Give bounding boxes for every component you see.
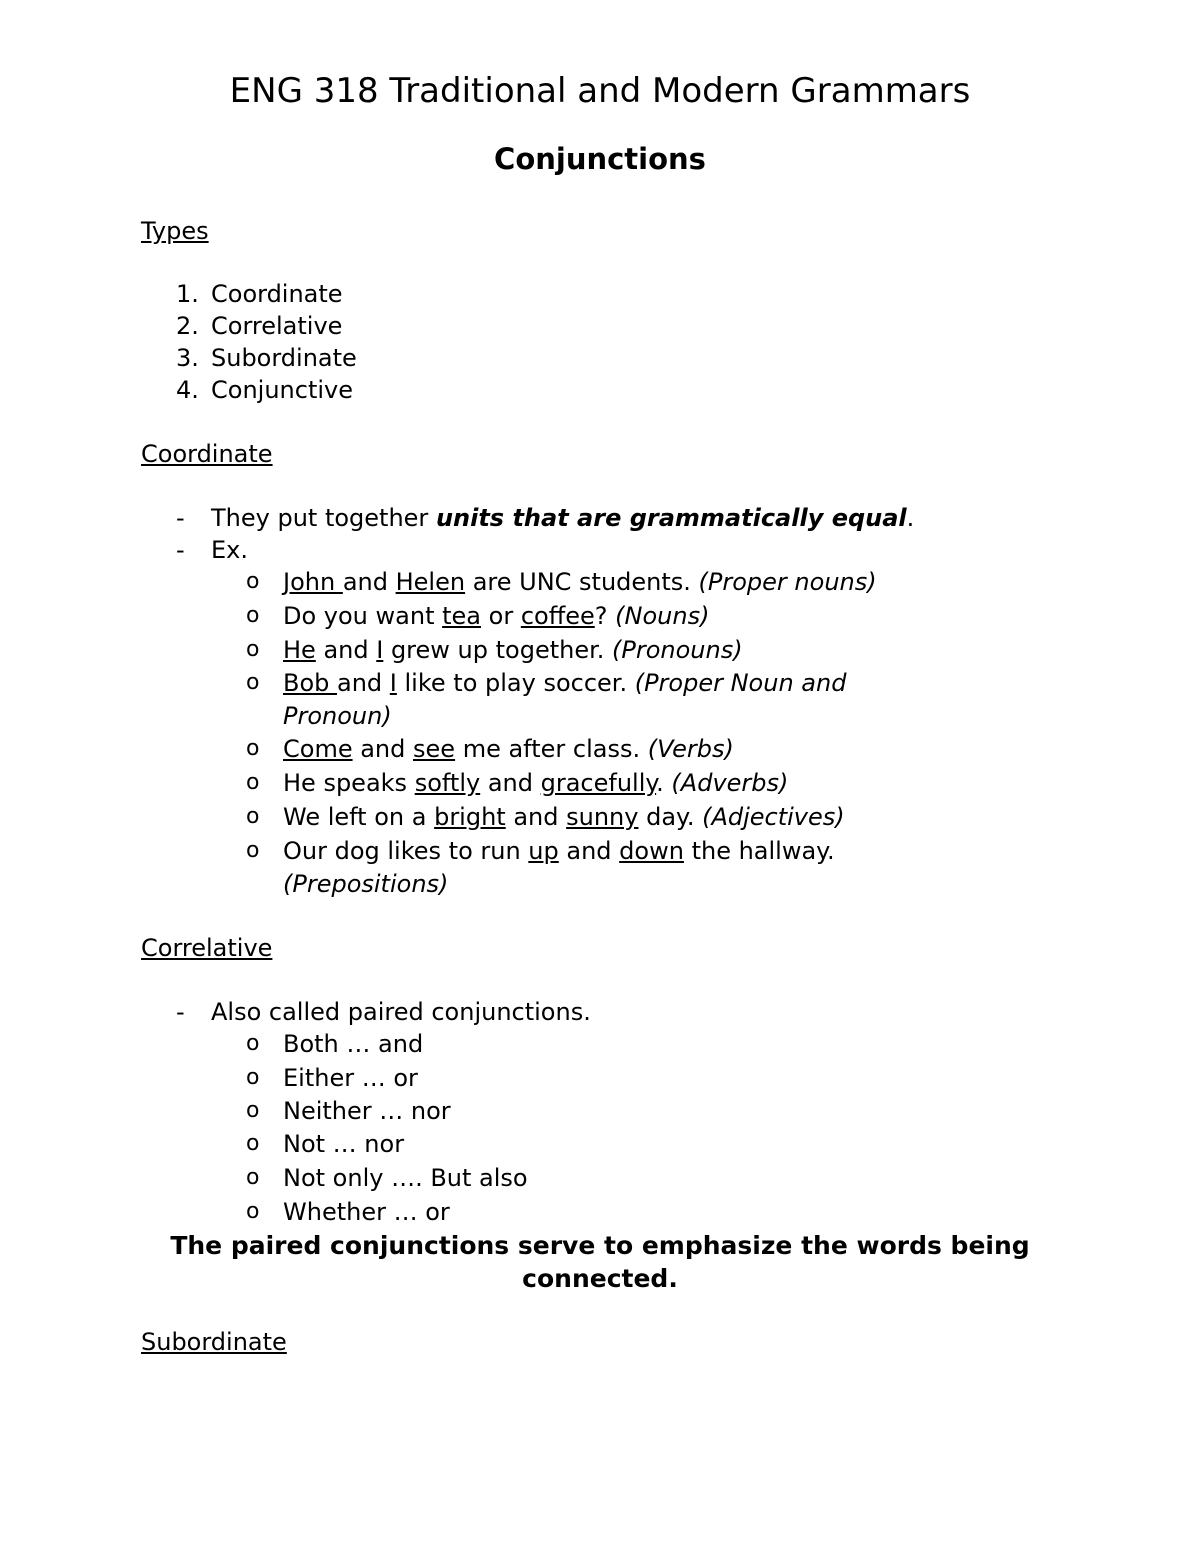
example-label: (Prepositions) [283, 870, 449, 898]
example-label: (Nouns) [615, 602, 710, 630]
conjoined-word: I [389, 669, 397, 697]
text-run: like to play soccer. [396, 669, 635, 697]
circle-marker: o [246, 1165, 260, 1190]
conjoined-word: He [283, 636, 316, 664]
circle-marker: o [246, 1065, 260, 1090]
circle-marker: o [246, 736, 260, 761]
text-run: . [656, 769, 672, 797]
example-label: (Proper nouns) [698, 568, 877, 596]
pair-text: Both … and [283, 1030, 424, 1058]
correlative-heading: Correlative [141, 934, 273, 962]
text-run: and [558, 837, 620, 865]
text-run: and [315, 636, 377, 664]
circle-marker: o [246, 1199, 260, 1224]
example-text [283, 836, 835, 866]
text-run: grew up together. [383, 636, 613, 664]
conjoined-word: Helen [395, 568, 466, 596]
pair-text: Not only …. But also [283, 1164, 528, 1192]
circle-marker: o [246, 804, 260, 829]
dash-marker: - [176, 998, 185, 1026]
circle-marker: o [246, 670, 260, 695]
dash-marker: - [176, 504, 185, 532]
list-item-text: Conjunctive [211, 376, 353, 404]
text-run: the hallway. [683, 837, 835, 865]
emphasis-note: The paired conjunctions serve to emphasize the words being connected. [170, 1231, 1030, 1293]
conjoined-word: softly [414, 769, 481, 797]
pair-text: Not … nor [283, 1130, 405, 1158]
conjoined-word: I [376, 636, 384, 664]
circle-marker: o [246, 1098, 260, 1123]
list-item-text: Subordinate [211, 344, 357, 372]
subordinate-heading: Subordinate [141, 1328, 287, 1356]
pair-text: Either … or [283, 1064, 418, 1092]
example-label: (Adverbs) [671, 769, 789, 797]
circle-marker: o [246, 569, 260, 594]
example-text [283, 734, 734, 764]
text-run: day. [638, 803, 703, 831]
conjoined-word: bright [434, 803, 506, 831]
circle-marker: o [246, 838, 260, 863]
coordinate-heading: Coordinate [141, 440, 273, 468]
conjoined-word: gracefully [540, 769, 657, 797]
list-item-text: Correlative [211, 312, 343, 340]
list-number: 1. [176, 280, 199, 308]
example-text [283, 768, 788, 798]
text-run: and [342, 568, 396, 596]
pair-text: Neither … nor [283, 1097, 451, 1125]
conjoined-word: Bob [283, 669, 338, 697]
example-text [283, 635, 743, 665]
text-run: Do you want [283, 602, 443, 630]
pair-text: Whether … or [283, 1198, 450, 1226]
conjoined-word: Come [283, 735, 353, 763]
text-run: He speaks [283, 769, 415, 797]
text-run: Our dog likes to run [283, 837, 529, 865]
text-run: and [505, 803, 567, 831]
text-run: and [337, 669, 390, 697]
circle-marker: o [246, 1131, 260, 1156]
conjoined-word: down [619, 837, 684, 865]
example-label: (Verbs) [647, 735, 734, 763]
bullet-text [211, 503, 914, 533]
types-heading: Types [141, 217, 209, 245]
example-label: (Proper Noun and [634, 669, 847, 697]
example-text [283, 802, 845, 832]
text-run: and [480, 769, 541, 797]
emphasis-text: units that are grammatically equal [435, 504, 907, 532]
circle-marker: o [246, 637, 260, 662]
bullet-text: Ex. [211, 536, 248, 564]
dash-marker: - [176, 536, 185, 564]
text-run: . [906, 504, 915, 532]
text-run: and [352, 735, 414, 763]
text-run: We left on a [283, 803, 435, 831]
circle-marker: o [246, 1031, 260, 1056]
course-title: ENG 318 Traditional and Modern Grammars [229, 71, 971, 111]
text-run: They put together [211, 504, 436, 532]
conjoined-word: see [413, 735, 456, 763]
text-run: or [481, 602, 521, 630]
conjoined-word: John [283, 568, 343, 596]
list-number: 2. [176, 312, 199, 340]
text-run: ? [594, 602, 616, 630]
text-run: me after class. [455, 735, 648, 763]
example-label: (Pronouns) [612, 636, 743, 664]
document-title: Conjunctions [494, 142, 706, 176]
conjoined-word: coffee [520, 602, 595, 630]
list-number: 3. [176, 344, 199, 372]
example-label: (Adjectives) [702, 803, 845, 831]
list-number: 4. [176, 376, 199, 404]
example-text [283, 668, 846, 698]
conjoined-word: tea [442, 602, 481, 630]
list-item-text: Coordinate [211, 280, 343, 308]
example-text [283, 567, 877, 597]
example-label: Pronoun) [283, 702, 392, 730]
bullet-text: Also called paired conjunctions. [211, 998, 591, 1026]
circle-marker: o [246, 603, 260, 628]
text-run: are UNC students. [465, 568, 699, 596]
conjoined-word: sunny [566, 803, 639, 831]
circle-marker: o [246, 770, 260, 795]
example-text [283, 601, 709, 631]
conjoined-word: up [528, 837, 559, 865]
